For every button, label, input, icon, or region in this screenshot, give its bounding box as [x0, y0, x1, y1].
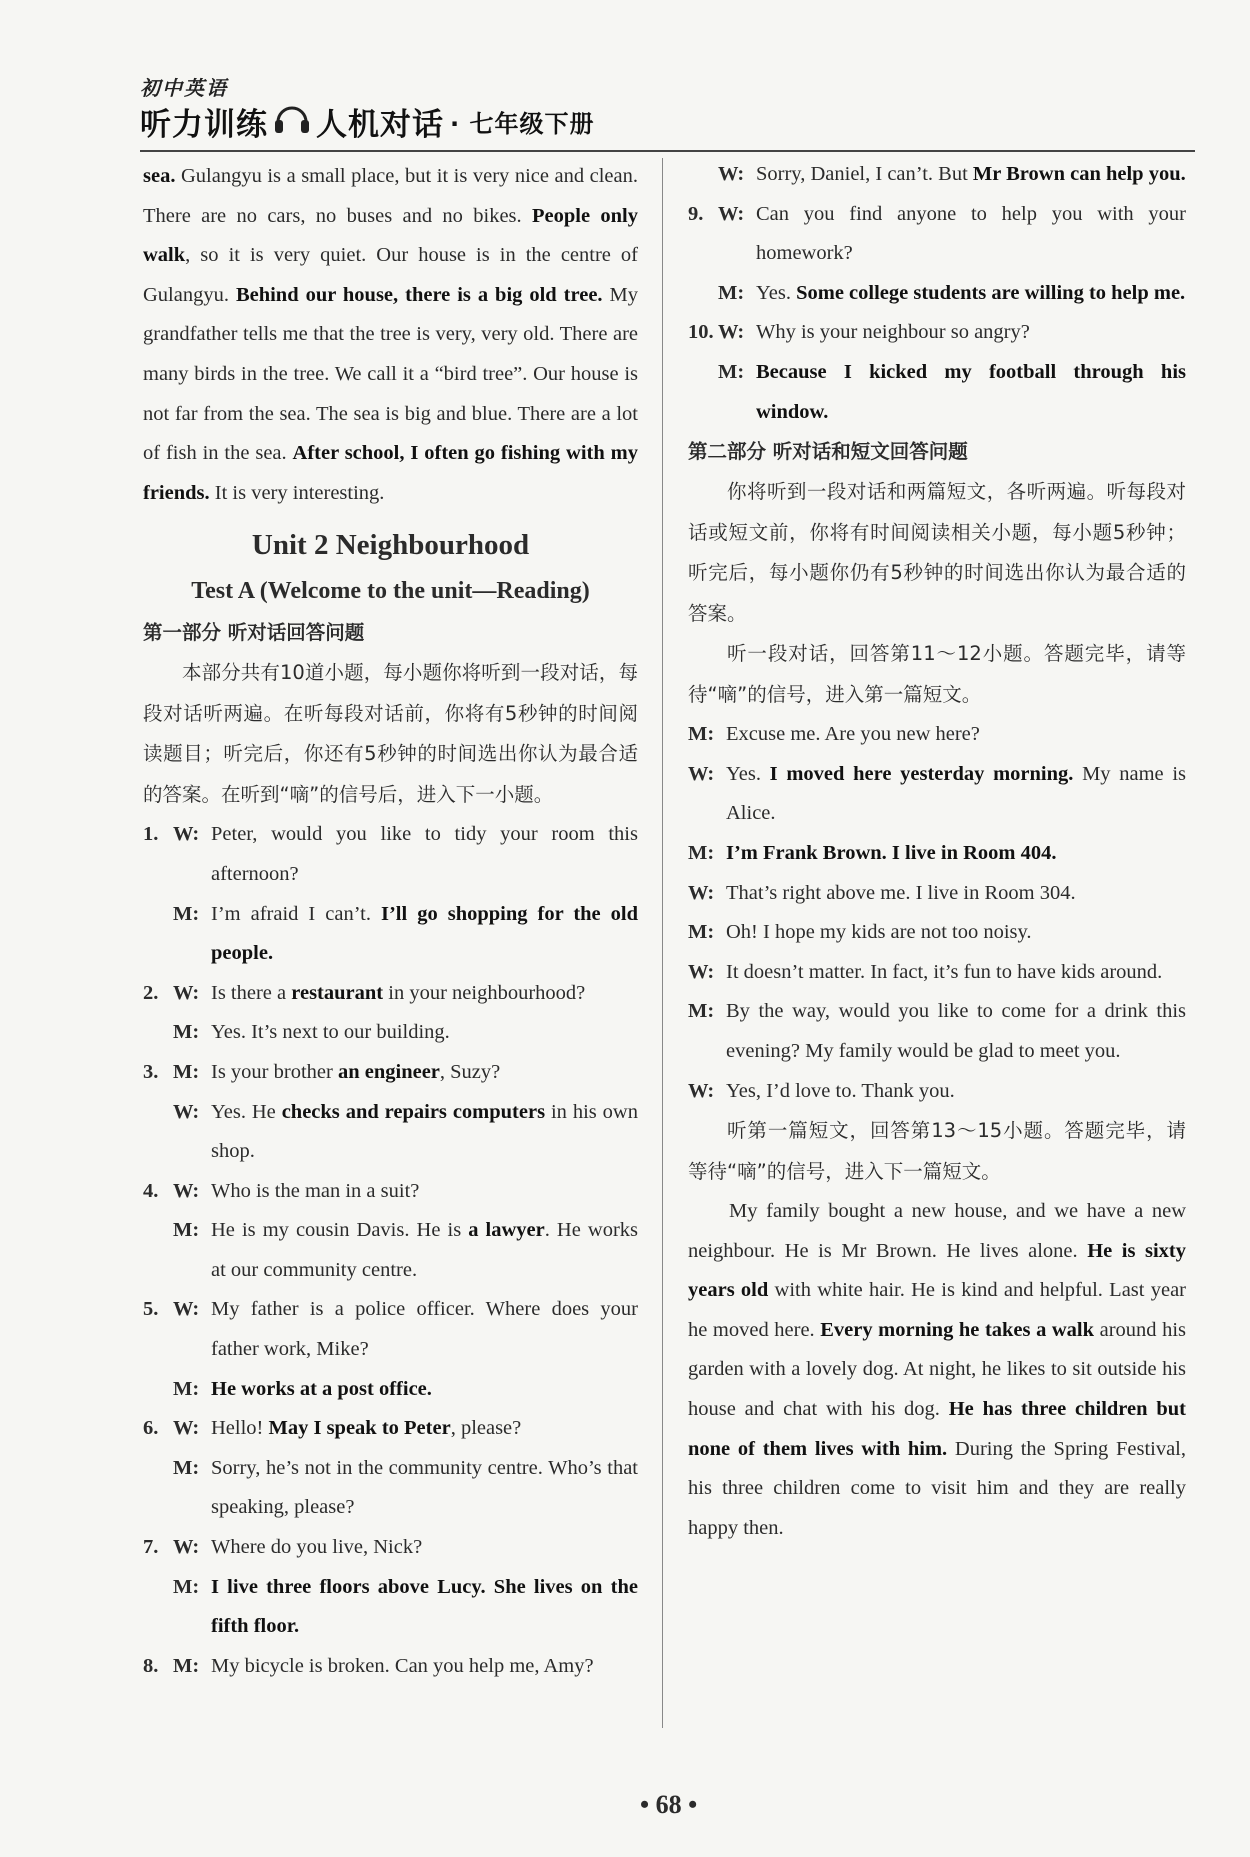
speaker: W:: [718, 163, 745, 185]
item-number: 4.: [143, 1179, 159, 1202]
text: Is there a: [211, 981, 292, 1004]
utterance: [726, 992, 1186, 1071]
speaker: W:: [173, 1536, 200, 1559]
dialog-line: [688, 874, 1186, 914]
bold-text: I’m Frank Brown. I live in Room 404.: [726, 841, 1057, 864]
text: It doesn’t matter. In fact, it’s fun to have kids around.: [726, 960, 1163, 983]
text: Yes. It’s next to our building.: [211, 1021, 450, 1044]
text: My father is a police officer. Where does your father work, Mike?: [211, 1298, 638, 1361]
bold-text: I moved here yesterday morning.: [769, 762, 1074, 785]
test-title: Test A (Welcome to the unit—Reading): [191, 578, 590, 605]
speaker: M:: [173, 1060, 200, 1083]
header-title: [140, 99, 594, 144]
passage1: [688, 1192, 1186, 1548]
speaker: M:: [173, 1456, 200, 1479]
answer-line: [143, 895, 638, 974]
speaker: W:: [173, 1298, 200, 1321]
text: in your neighbourhood?: [383, 981, 586, 1004]
utterance: [211, 1053, 638, 1093]
text: Can you find anyone to help you with your homework?: [756, 202, 1186, 265]
utterance: [211, 1290, 638, 1369]
text: Yes, I’d love to. Thank you.: [726, 1079, 955, 1102]
utterance: [211, 1647, 638, 1687]
answer-line: [143, 1013, 638, 1053]
header-title-a: 听力训练: [140, 107, 268, 143]
text: Yes. He: [211, 1100, 282, 1123]
text: in his own shop.: [211, 1100, 638, 1163]
page-number: • 68 •: [640, 1790, 698, 1819]
utterance: [211, 895, 638, 974]
column-divider: [662, 158, 663, 1728]
speaker: M:: [718, 360, 745, 383]
part1-instructions: 本部分共有10道小题，每小题你将听到一段对话，每段对话听两遍。在听每段对话前，你将有5秒钟的时间阅读题目；听完后，你还有5秒钟的时间选出你认为最合适的答案。在听到“嘀”的信号后，进入下一小题。: [143, 661, 638, 806]
utterance: [726, 1072, 1186, 1112]
utterance: [211, 815, 638, 894]
item8-reply: [688, 155, 1186, 195]
answer-line: [143, 1568, 638, 1647]
utterance: [756, 195, 1186, 274]
text: He is my cousin Davis. He is: [211, 1219, 469, 1242]
utterance: [726, 913, 1186, 953]
speaker: M:: [173, 902, 200, 925]
text: By the way, would you like to come for a drink this evening? My family would be glad to meet you.: [726, 1000, 1186, 1062]
speaker: M:: [173, 1575, 200, 1598]
question-item: [143, 1409, 638, 1449]
passage1-instructions: 听第一篇短文，回答第13～15小题。答题完毕，请等待“嘀”的信号，进入下一篇短文。: [688, 1119, 1186, 1183]
dialog-line: [688, 755, 1186, 834]
bold-text: a lawyer: [468, 1219, 545, 1242]
right-items: [688, 195, 1186, 433]
question-item: [143, 1053, 638, 1093]
speaker: M:: [688, 841, 715, 864]
text: Sorry, he’s not in the community centre. Who’s that speaking, please?: [211, 1456, 638, 1519]
utterance: [211, 1528, 638, 1568]
question-item: [688, 195, 1186, 274]
bold-text: sea.: [143, 165, 181, 187]
item-number: 10.: [688, 321, 714, 344]
utterance: [756, 313, 1186, 353]
speaker: W:: [173, 1100, 200, 1123]
item-number: 3.: [143, 1060, 159, 1083]
question-item: [143, 1290, 638, 1369]
item-number: 9.: [688, 202, 704, 225]
text: , so it is very quiet. Our house is in the centre of Gulangyu.: [143, 244, 638, 306]
utterance: [726, 715, 1186, 755]
speaker: W:: [173, 981, 200, 1004]
speaker: W:: [173, 1179, 200, 1202]
answer-line: [688, 274, 1186, 314]
text: Peter, would you like to tidy your room this afternoon?: [211, 823, 638, 885]
question-item: [143, 815, 638, 894]
utterance: [726, 874, 1186, 914]
bold-text: He works at a post office.: [211, 1377, 432, 1400]
speaker: W:: [688, 881, 715, 904]
text: My grandfather tells me that the tree is very, very old. There are many birds in the tree. We call it a “bird tree”. Our house is not far from the sea. The sea is big and blue. There are a lot of fish in the sea.: [143, 283, 638, 465]
bold-text: People only walk: [143, 204, 638, 267]
answer-line: [688, 353, 1186, 432]
text: Sorry, Daniel, I can’t. But: [756, 163, 973, 185]
left-column: [143, 157, 638, 1686]
unit-title: Unit 2 Neighbourhood: [251, 529, 530, 562]
item-number: 7.: [143, 1536, 159, 1559]
utterance: [211, 1409, 638, 1449]
answer-line: [143, 1370, 638, 1410]
text: Why is your neighbour so angry?: [756, 321, 1030, 344]
text: That’s right above me. I live in Room 304.: [726, 881, 1076, 904]
item-number: 1.: [143, 823, 159, 846]
bold-text: Because I kicked my football through his window.: [756, 360, 1186, 423]
utterance: [211, 1013, 638, 1053]
book-header: [140, 72, 594, 144]
text: Who is the man in a suit?: [211, 1179, 420, 1202]
question-item: [688, 313, 1186, 353]
dialog-line: [688, 1072, 1186, 1112]
speaker: M:: [173, 1021, 200, 1044]
part1-heading: 第一部分 听对话回答问题: [143, 621, 365, 645]
bold-text: restaurant: [291, 981, 384, 1004]
text: Yes.: [756, 281, 797, 304]
speaker: W:: [173, 823, 200, 846]
utterance: [211, 1370, 638, 1410]
part2-heading: 第二部分 听对话和短文回答问题: [688, 440, 968, 464]
text: , Suzy?: [439, 1060, 501, 1083]
text: . He works at our community centre.: [211, 1219, 639, 1281]
header-small-title: 初中英语: [140, 76, 228, 100]
text: Is your brother: [211, 1060, 338, 1083]
dialog-line: [688, 834, 1186, 874]
right-column: [688, 155, 1186, 1548]
answer-line: [143, 1211, 638, 1290]
bold-text: checks and repairs computers: [281, 1100, 546, 1123]
speaker: W:: [688, 960, 715, 983]
speaker: M:: [173, 1654, 200, 1677]
dialog: [688, 715, 1186, 1111]
text: Where do you live, Nick?: [211, 1536, 423, 1559]
text: Yes.: [726, 762, 770, 785]
bold-text: May I speak to Peter: [268, 1417, 451, 1440]
question-item: [143, 1172, 638, 1212]
bold-text: an engineer: [337, 1060, 440, 1083]
speaker: W:: [718, 321, 745, 344]
dialog-instructions: 听一段对话，回答第11～12小题。答题完毕，请等待“嘀”的信号，进入第一篇短文。: [688, 642, 1186, 706]
text: Gulangyu is a small place, but it is very nice and clean. There are no cars, no buses and no bikes.: [143, 165, 638, 227]
dialog-line: [688, 913, 1186, 953]
speaker: M:: [688, 921, 715, 944]
dialog-line: [688, 992, 1186, 1071]
text: , please?: [450, 1417, 522, 1440]
bold-text: I’ll go shopping for the old people.: [211, 902, 639, 965]
item-number: 2.: [143, 981, 159, 1004]
dialog-line: [688, 953, 1186, 993]
utterance: [726, 834, 1186, 874]
text: My family bought a new house, and we have a new neighbour. He is Mr Brown. He lives alone.: [688, 1200, 1186, 1262]
bold-text: He is sixty years old: [688, 1239, 1186, 1302]
text: Hello!: [211, 1417, 269, 1440]
text: During the Spring Festival, his three children come to visit him and they are really happy then.: [688, 1437, 1187, 1539]
bold-text: Every morning he takes a walk: [820, 1318, 1095, 1341]
item-number: 6.: [143, 1417, 159, 1440]
part2-instructions: 你将听到一段对话和两篇短文，各听两遍。听每段对话或短文前，你将有时间阅读相关小题，每小题5秒钟；听完后，每小题你仍有5秒钟的时间选出你认为最合适的答案。: [688, 480, 1186, 625]
bold-text: Some college students are willing to help me.: [796, 281, 1186, 304]
utterance: [211, 1211, 638, 1290]
text: It is very interesting.: [209, 481, 385, 504]
question-item: [143, 1647, 638, 1687]
answer-line: [143, 1093, 638, 1172]
answer-line: [143, 1449, 638, 1528]
utterance: [211, 1093, 638, 1172]
dialog-line: [688, 715, 1186, 755]
utterance: [756, 274, 1186, 314]
utterance: [211, 1172, 638, 1212]
text: with white hair. He is kind and helpful. Last year he moved here.: [688, 1279, 1186, 1341]
item-number: 8.: [143, 1654, 159, 1677]
utterance: [211, 1449, 638, 1528]
speaker: M:: [173, 1219, 200, 1242]
speaker: M:: [688, 1000, 715, 1023]
text: I’m afraid I can’t.: [211, 902, 381, 925]
utterance: [756, 353, 1186, 432]
text: Excuse me. Are you new here?: [726, 723, 980, 746]
speaker: M:: [173, 1377, 200, 1400]
text: My bicycle is broken. Can you help me, Amy?: [211, 1654, 594, 1677]
bold-text: After school, I often go fishing with my friends.: [143, 442, 638, 504]
item-number: 5.: [143, 1298, 159, 1321]
bold-text: He has three children but none of them lives with him.: [688, 1398, 1186, 1460]
speaker: M:: [718, 281, 745, 304]
utterance: [726, 755, 1186, 834]
header-grade: · 七年级下册: [450, 110, 595, 138]
text: Oh! I hope my kids are not too noisy.: [726, 921, 1032, 944]
bold-text: Mr Brown can help you.: [972, 163, 1186, 185]
utterance: [726, 953, 1186, 993]
speaker: W:: [688, 762, 715, 785]
speaker: W:: [173, 1417, 200, 1440]
header-rule: [140, 150, 1195, 152]
speaker: M:: [688, 723, 715, 746]
bold-text: Behind our house, there is a big old tree.: [235, 283, 603, 306]
left-items: [143, 815, 638, 1686]
text: My name is Alice.: [726, 762, 1186, 825]
passage-end: [143, 157, 638, 513]
question-item: [143, 1528, 638, 1568]
speaker: W:: [688, 1079, 715, 1102]
utterance: [211, 1568, 638, 1647]
bold-text: I live three floors above Lucy. She lives on the fifth floor.: [211, 1575, 638, 1638]
utterance: [756, 155, 1186, 195]
headphones-icon: [272, 100, 312, 144]
header-title-b: 人机对话: [316, 107, 444, 143]
speaker: W:: [718, 202, 745, 225]
question-item: [143, 974, 638, 1014]
text: around his garden with a lovely dog. At night, he likes to sit outside his house and chat with his dog.: [688, 1318, 1186, 1421]
utterance: [211, 974, 638, 1014]
